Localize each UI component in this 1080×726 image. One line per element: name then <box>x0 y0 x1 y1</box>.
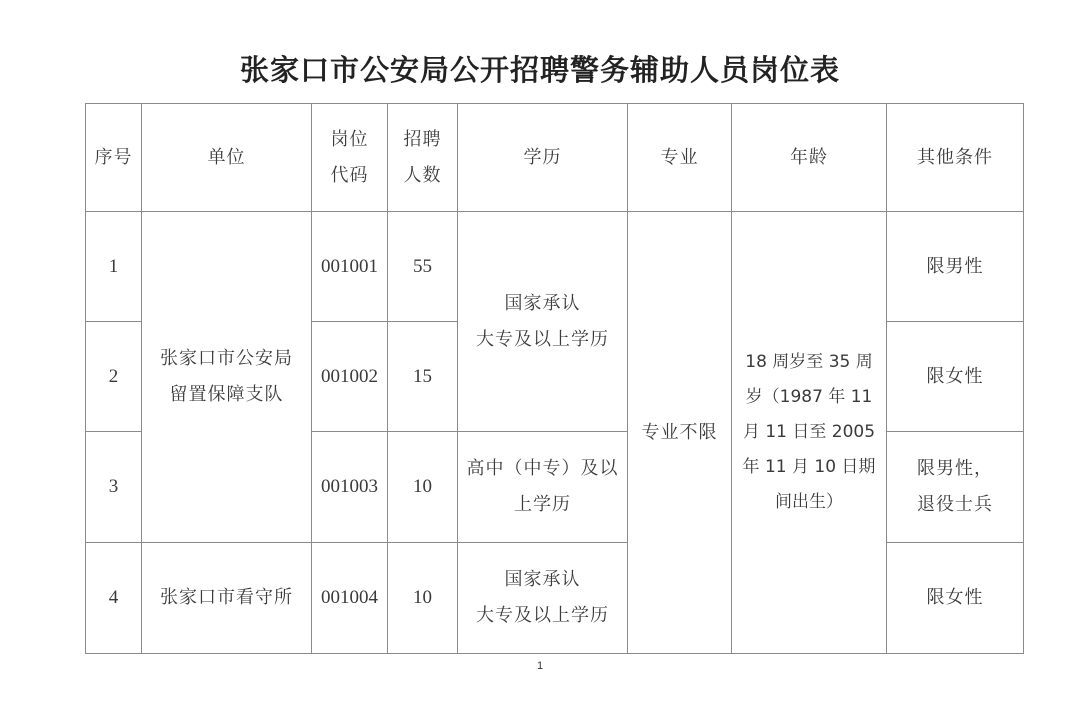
header-unit: 单位 <box>142 104 312 212</box>
code-cell: 001002 <box>312 322 388 432</box>
other-line: 限男性， <box>917 458 993 479</box>
page-number: 1 <box>536 660 544 672</box>
header-edu: 学历 <box>458 104 628 212</box>
count-cell: 10 <box>388 543 458 654</box>
header-seq: 序号 <box>86 104 142 212</box>
major-cell: 专业不限 <box>628 212 732 654</box>
unit-cell <box>142 212 312 543</box>
code-cell: 001004 <box>312 543 388 654</box>
header-row <box>86 104 1024 212</box>
count-cell: 15 <box>388 322 458 432</box>
other-cell <box>887 543 1024 654</box>
table-row <box>86 212 1024 322</box>
age-line: 年 11 月 10 日期 <box>742 457 876 477</box>
header-count <box>388 104 458 212</box>
other-cell <box>887 322 1024 432</box>
edu-line: 大专及以上学历 <box>476 328 609 350</box>
seq-cell: 2 <box>86 322 142 432</box>
other-cell <box>887 212 1024 322</box>
code-cell: 001003 <box>312 432 388 543</box>
edu-line: 大专及以上学历 <box>476 605 609 626</box>
age-line: 18 周岁至 35 周 <box>745 352 873 372</box>
edu-line: 上学历 <box>514 494 571 515</box>
other-line: 限男性 <box>926 255 984 277</box>
edu-cell <box>458 212 628 432</box>
header-code <box>312 104 388 212</box>
edu-line: 高中（中专）及以 <box>466 458 619 479</box>
age-line: 月 11 日至 2005 <box>742 422 876 442</box>
other-line: 退役士兵 <box>917 494 993 515</box>
unit-line: 张家口市公安局 <box>160 348 293 369</box>
other-cell <box>887 432 1024 543</box>
unit-cell: 张家口市看守所 <box>142 543 312 654</box>
count-cell: 55 <box>388 212 458 322</box>
header-count-line: 招聘 <box>403 128 442 150</box>
header-code-line: 代码 <box>330 164 369 186</box>
seq-cell: 1 <box>86 212 142 322</box>
count-cell: 10 <box>388 432 458 543</box>
age-line: 岁（1987 年 11 <box>745 387 873 407</box>
age-line: 间出生） <box>775 492 843 512</box>
unit-line: 留置保障支队 <box>169 384 284 405</box>
header-code-line: 岗位 <box>330 128 369 150</box>
code-cell: 001001 <box>312 212 388 322</box>
header-other: 其他条件 <box>887 104 1024 212</box>
edu-cell <box>458 543 628 654</box>
age-cell <box>732 212 887 654</box>
position-table <box>85 103 1024 654</box>
header-age: 年龄 <box>732 104 887 212</box>
edu-line: 国家承认 <box>504 292 581 314</box>
page-title: 张家口市公安局公开招聘警务辅助人员岗位表 <box>239 53 840 87</box>
header-major: 专业 <box>628 104 732 212</box>
edu-line: 国家承认 <box>504 569 581 590</box>
header-count-line: 人数 <box>403 164 442 186</box>
other-line: 限女性 <box>926 587 984 608</box>
seq-cell: 4 <box>86 543 142 654</box>
edu-cell <box>458 432 628 543</box>
other-line: 限女性 <box>926 365 984 387</box>
seq-cell: 3 <box>86 432 142 543</box>
